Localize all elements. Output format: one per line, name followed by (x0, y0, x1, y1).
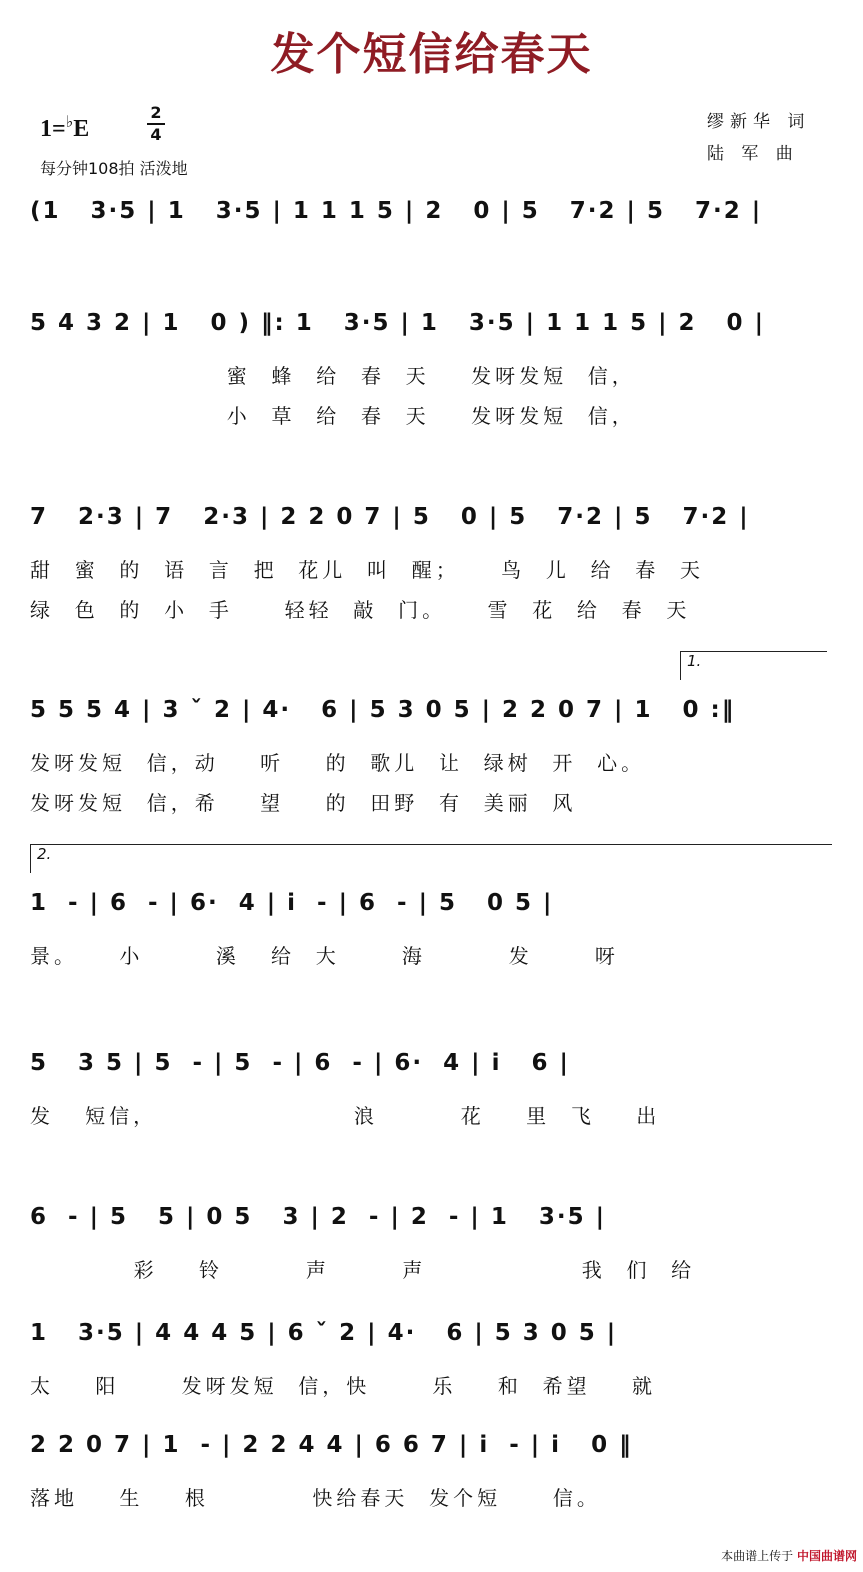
score-system (0, 1430, 863, 1540)
footer-brand: 中国曲谱网 (796, 1549, 857, 1563)
lyricist: 缪新华 词 (707, 112, 811, 132)
score-system (0, 1202, 863, 1312)
lyric-line: 彩 铃 声 声 我 们 给 (30, 1258, 696, 1282)
lyric-line: 太 阳 发呀发短 信，快 乐 和 希望 就 (30, 1374, 657, 1398)
lyric-line: 小 草 给 春 天 发呀发短 信， (30, 404, 636, 428)
score-system (0, 502, 863, 622)
score-system (0, 652, 863, 815)
score-system (0, 196, 863, 306)
note-line: 1 3·5 | 4 4 4 5 | 6 ˇ 2 | 4· 6 | 5 3 0 5 | (30, 1320, 618, 1346)
note-line: 5 3 5 | 5 - | 5 - | 6 - | 6· 4 | i 6 | (30, 1050, 570, 1076)
key-equals: = (52, 116, 66, 142)
note-line: 7 2·3 | 7 2·3 | 2 2 0 7 | 5 0 | 5 7·2 | 5 7·2 | (30, 504, 750, 530)
footer-text: 本曲谱上传于 (721, 1549, 794, 1563)
key-letter: E (73, 116, 90, 142)
lyric-line: 发 短信， 浪 花 里 飞 出 (30, 1104, 661, 1128)
lyric-line: 景。 小 溪 给 大 海 发 呀 (30, 944, 619, 968)
key-tonic: 1 (40, 116, 52, 142)
lyric-line: 蜜 蜂 给 春 天 发呀发短 信， (30, 364, 636, 388)
flat-sign: ♭ (65, 114, 74, 131)
note-line: 6 - | 5 5 | 0 5 3 | 2 - | 2 - | 1 3·5 | (30, 1204, 607, 1230)
credits (707, 106, 810, 170)
lyric-line: 发呀发短 信，希 望 的 田野 有 美丽 风 (30, 791, 577, 815)
note-line: 1 - | 6 - | 6· 4 | i - | 6 - | 5 0 5 | (30, 890, 554, 916)
time-signature-top: 2 (150, 103, 162, 122)
song-title: 发个短信给春天 (270, 29, 593, 80)
volta-bracket: 1. (680, 651, 827, 680)
note-line: 5 5 5 4 | 3 ˇ 2 | 4· 6 | 5 3 0 5 | 2 2 0 7 | 1 0 :‖ (30, 697, 736, 723)
score-system (0, 845, 863, 998)
score-system (0, 308, 863, 428)
note-line: 5 4 3 2 | 1 0 ) ‖: 1 3·5 | 1 3·5 | 1 1 1 5 | 2 0 | (30, 310, 765, 336)
key-signature (40, 112, 89, 143)
lyric-line: 落地 生 根 快给春天 发个短 信。 (30, 1486, 601, 1510)
time-signature-bottom: 4 (150, 125, 162, 144)
lyric-line: 绿 色 的 小 手 轻轻 敲 门。 雪 花 给 春 天 (30, 598, 691, 622)
lyric-line: 发呀发短 信，动 听 的 歌儿 让 绿树 开 心。 (30, 751, 646, 775)
composer: 陆 军 曲 (707, 144, 799, 164)
score-system (0, 1048, 863, 1158)
score-system (0, 1318, 863, 1428)
volta-bracket: 2. (30, 844, 832, 873)
lyric-line: 甜 蜜 的 语 言 把 花儿 叫 醒； 鸟 儿 给 春 天 (30, 558, 705, 582)
tempo-marking: 每分钟108拍 活泼地 (40, 159, 188, 178)
time-signature (147, 104, 165, 144)
footer-watermark (721, 1547, 857, 1564)
note-line: (1 3·5 | 1 3·5 | 1 1 1 5 | 2 0 | 5 7·2 | 5 7·2 | (30, 198, 763, 224)
note-line: 2 2 0 7 | 1 - | 2 2 4 4 | 6 6 7 | i - | i 0 ‖ (30, 1432, 633, 1458)
